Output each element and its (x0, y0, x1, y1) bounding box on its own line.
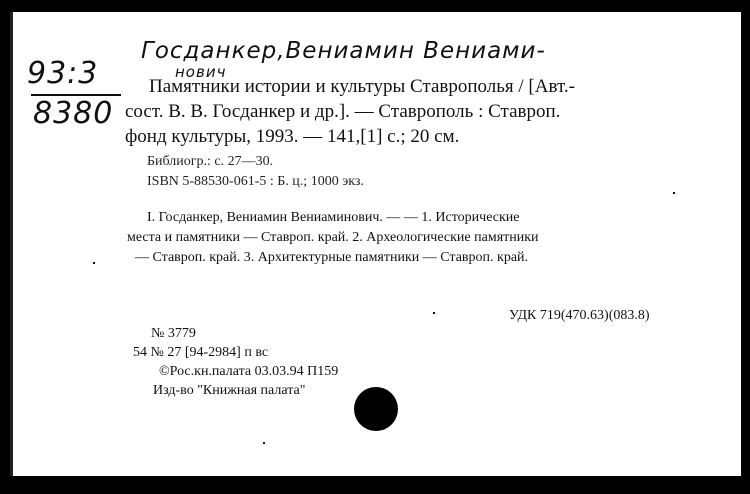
catalog-card (10, 12, 741, 476)
scan-speck (433, 312, 435, 314)
scan-speck (263, 442, 265, 444)
isbn-line: ISBN 5-88530-061-5 : Б. ц.; 1000 экз. (147, 174, 364, 189)
publisher-line: Изд-во "Книжная палата" (153, 383, 306, 398)
card-number: № 3779 (151, 326, 196, 341)
book-chamber-line: ©Рос.кн.палата 03.03.94 П159 (159, 364, 339, 379)
udk-code: УДК 719(470.63)(083.8) (509, 308, 650, 323)
subject-line-3: — Ставроп. край. 3. Архитектурные памятники — Ставроп. край. (135, 250, 529, 265)
scan-speck (93, 262, 95, 264)
title-line-1: Памятники истории и культуры Ставрополья / [Авт.- (149, 76, 575, 97)
scan-speck (673, 192, 675, 194)
shelf-mark-top: 93:3 (27, 56, 99, 91)
author-heading: Госданкер,Вениамин Вениами- (141, 38, 546, 64)
subject-line-2: места и памятники — Ставроп. край. 2. Археологические памятники (127, 230, 539, 245)
card-order-number: 54 № 27 [94-2984] п вс (133, 345, 269, 360)
title-line-3: фонд культуры, 1993. — 141,[1] с.; 20 см. (125, 126, 460, 147)
title-line-2: сост. В. В. Госданкер и др.]. — Ставрополь : Ставроп. (125, 101, 561, 122)
punch-hole (354, 387, 398, 431)
shelf-mark-bottom: 8380 (33, 96, 114, 131)
author-heading-continuation: нович (175, 63, 227, 81)
subject-line-1: I. Госданкер, Вениамин Вениаминович. — — 1. Исторические (147, 210, 520, 225)
bibliography-note: Библиогр.: с. 27—30. (147, 154, 274, 169)
